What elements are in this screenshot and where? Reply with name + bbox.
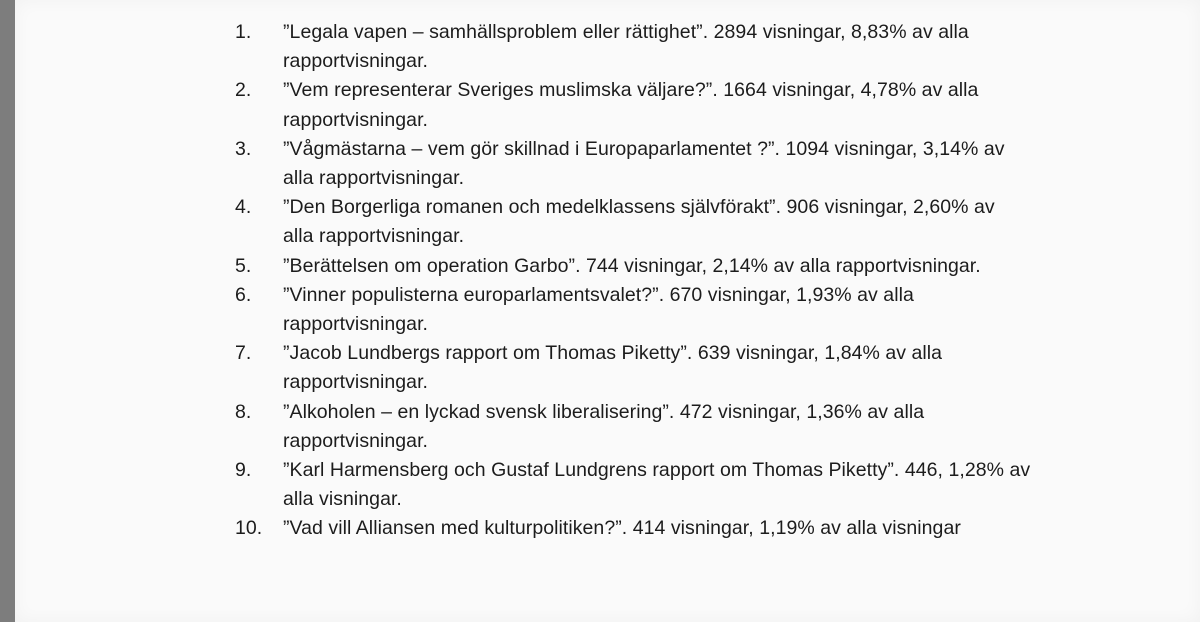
list-item-text: ”Karl Harmensberg och Gustaf Lundgrens rapport om Thomas Piketty”. 446, 1,28% av alla visningar. [283,459,1031,511]
list-item-text: ”Vad vill Alliansen med kulturpolitiken?”. 414 visningar, 1,19% av alla visningar [283,517,961,540]
list-item-number: 4. [235,196,252,219]
list-item-number: 9. [235,459,252,482]
list-item-text: ”Den Borgerliga romanen och medelklassens självförakt”. 906 visningar, 2,60% av alla rapportvisningar. [283,196,995,248]
list-item-text: ”Berättelsen om operation Garbo”. 744 visningar, 2,14% av alla rapportvisningar. [283,254,981,277]
list-item-number: 10. [235,517,263,540]
list-item-number: 6. [235,283,252,306]
list-item-text: ”Jacob Lundbergs rapport om Thomas Piketty”. 639 visningar, 1,84% av alla rapportvisningar. [283,342,943,394]
list-item-number: 3. [235,137,252,160]
report-views-list [235,18,1200,544]
list-item-number: 2. [235,79,252,102]
list-item-text: ”Vinner populisterna europarlamentsvalet?”. 670 visningar, 1,93% av alla rapportvisningar. [283,283,914,336]
list-item-text: ”Vågmästarna – vem gör skillnad i Europaparlamentet ?”. 1094 visningar, 3,14% av alla rapportvisningar. [283,137,1005,190]
list-item-5 [235,252,1200,281]
list-item-text: ”Alkoholen – en lyckad svensk liberalisering”. 472 visningar, 1,36% av alla rapportvisningar. [283,400,925,452]
list-item-number: 8. [235,400,252,423]
list-item-1 [235,18,1200,76]
list-item-number: 7. [235,342,252,365]
document-page [15,0,1200,622]
list-item-number: 1. [235,21,252,43]
list-item-6 [235,281,1200,339]
left-margin-bar [0,0,15,622]
list-item-8 [235,398,1200,456]
list-item-text: ”Legala vapen – samhällsproblem eller rättighet”. 2894 visningar, 8,83% av alla rapportvisningar. [283,21,969,73]
list-item-7 [235,339,1200,397]
list-item-10 [235,514,1200,543]
list-item-9 [235,456,1200,514]
list-item-4 [235,193,1200,251]
list-item-3 [235,135,1200,193]
list-item-2 [235,76,1200,134]
list-item-text: ”Vem representerar Sveriges muslimska väljare?”. 1664 visningar, 4,78% av alla rapportvisningar. [283,79,979,131]
list-item-number: 5. [235,254,252,277]
